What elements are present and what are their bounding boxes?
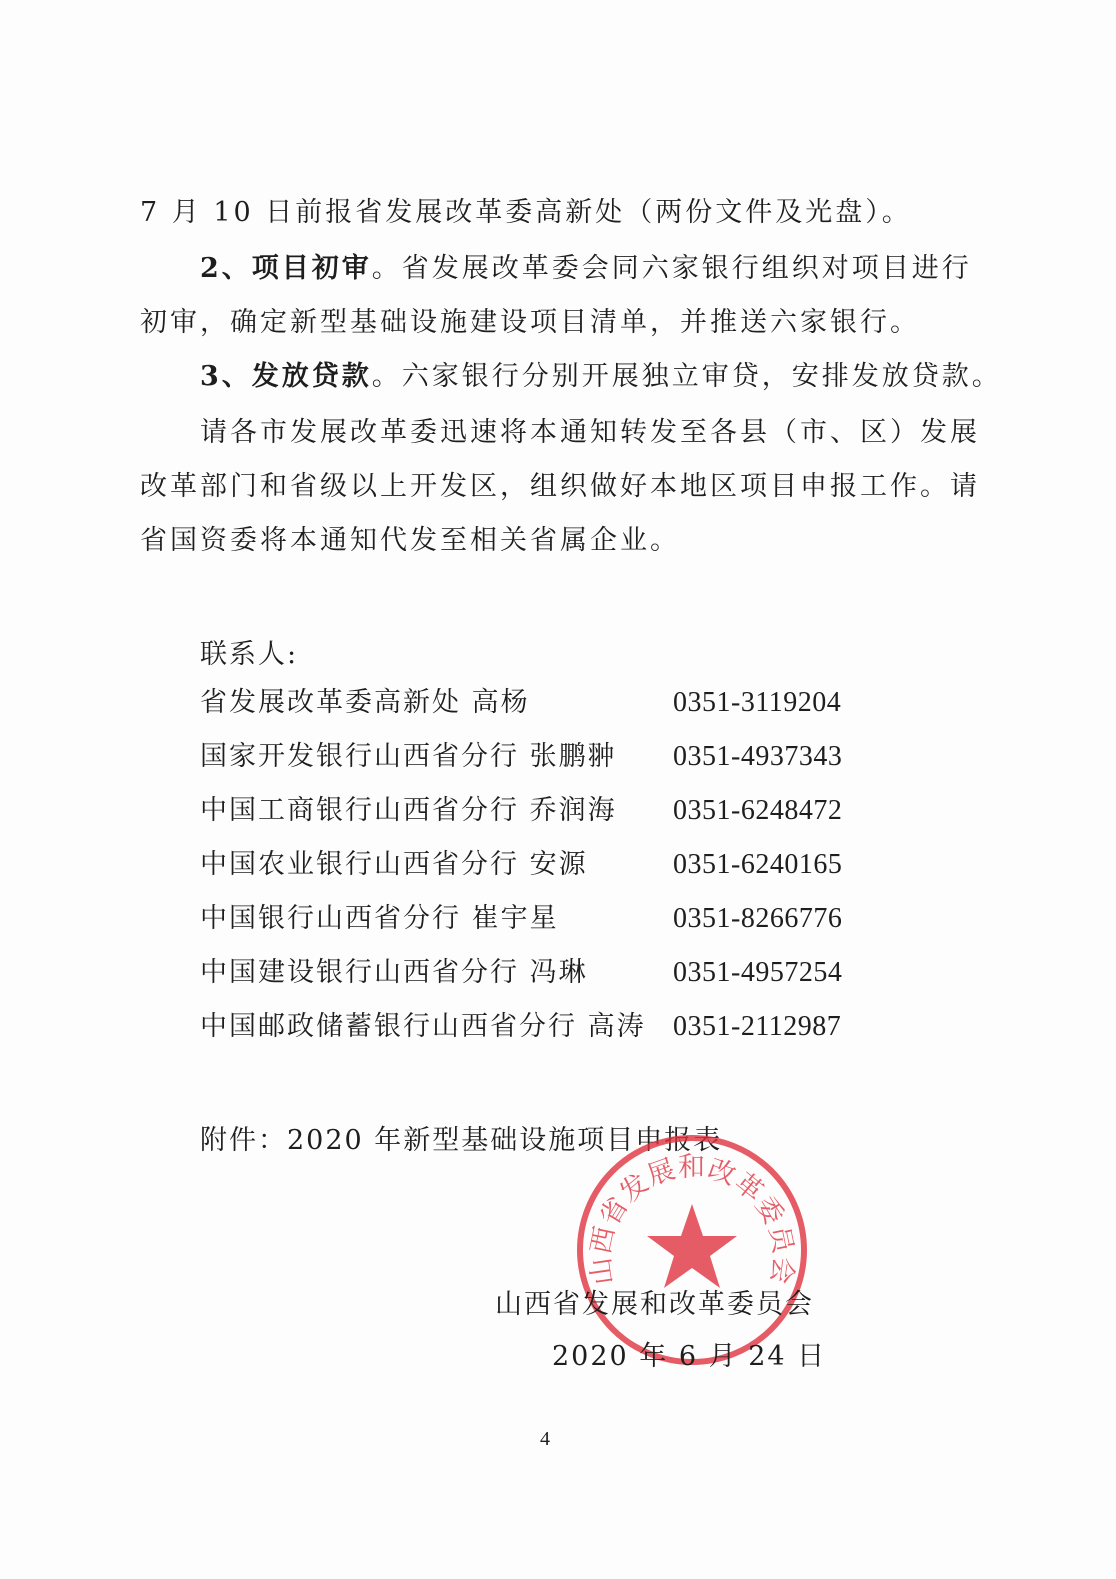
issuer-name: 山西省发展和改革委员会	[495, 1289, 814, 1320]
contact-phone: 0351-4957254	[673, 957, 843, 988]
contact-name: 中国建设银行山西省分行 冯琳	[200, 957, 588, 988]
contact-row	[200, 686, 530, 720]
item-2-text: 。省发展改革委会同六家银行组织对项目进行	[371, 253, 972, 284]
contact-name: 中国工商银行山西省分行 乔润海	[200, 795, 617, 826]
contact-phone: 0351-6240165	[673, 849, 843, 880]
contact-name: 中国邮政储蓄银行山西省分行 高涛	[200, 1011, 646, 1042]
contact-phone: 0351-6248472	[673, 795, 843, 826]
contact-phone: 0351-2112987	[673, 1011, 842, 1042]
item-2	[200, 252, 972, 286]
contacts-label: 联系人:	[200, 639, 299, 670]
contact-row	[200, 848, 588, 882]
item-3	[200, 360, 1002, 394]
item-2-line-2: 初审，确定新型基础设施建设项目清单，并推送六家银行。	[140, 307, 920, 338]
page-number: 4	[540, 1428, 550, 1450]
contact-row	[200, 1010, 646, 1044]
item-2-heading: 2、项目初审	[200, 253, 372, 284]
item-3-text: 。六家银行分别开展独立审贷，安排发放贷款。	[371, 361, 1002, 392]
attachment-line: 附件：2020 年新型基础设施项目申报表	[200, 1125, 723, 1156]
contact-row	[200, 956, 588, 990]
paragraph-line-1: 请各市发展改革委迅速将本通知转发至各县（市、区）发展	[200, 417, 980, 448]
contact-name: 省发展改革委高新处 高杨	[200, 687, 530, 718]
contact-row	[200, 740, 617, 774]
contact-name: 中国农业银行山西省分行 安源	[200, 849, 588, 880]
seal-text: 山西省发展和改革委员会	[585, 1152, 799, 1287]
contact-row	[200, 794, 617, 828]
issue-date: 2020 年 6 月 24 日	[552, 1341, 827, 1372]
contact-name: 中国银行山西省分行 崔宇星	[200, 903, 559, 934]
item-3-heading: 3、发放贷款	[200, 361, 372, 392]
contact-row	[200, 902, 559, 936]
contact-name: 国家开发银行山西省分行 张鹏翀	[200, 741, 617, 772]
paragraph-line-3: 省国资委将本通知代发至相关省属企业。	[140, 525, 680, 556]
contact-phone: 0351-8266776	[673, 903, 843, 934]
paragraph-line-2: 改革部门和省级以上开发区，组织做好本地区项目申报工作。请	[140, 471, 980, 502]
contact-phone: 0351-3119204	[673, 687, 842, 718]
contact-phone: 0351-4937343	[673, 741, 843, 772]
body-line-1: 7 月 10 日前报省发展改革委高新处（两份文件及光盘）。	[140, 197, 912, 228]
